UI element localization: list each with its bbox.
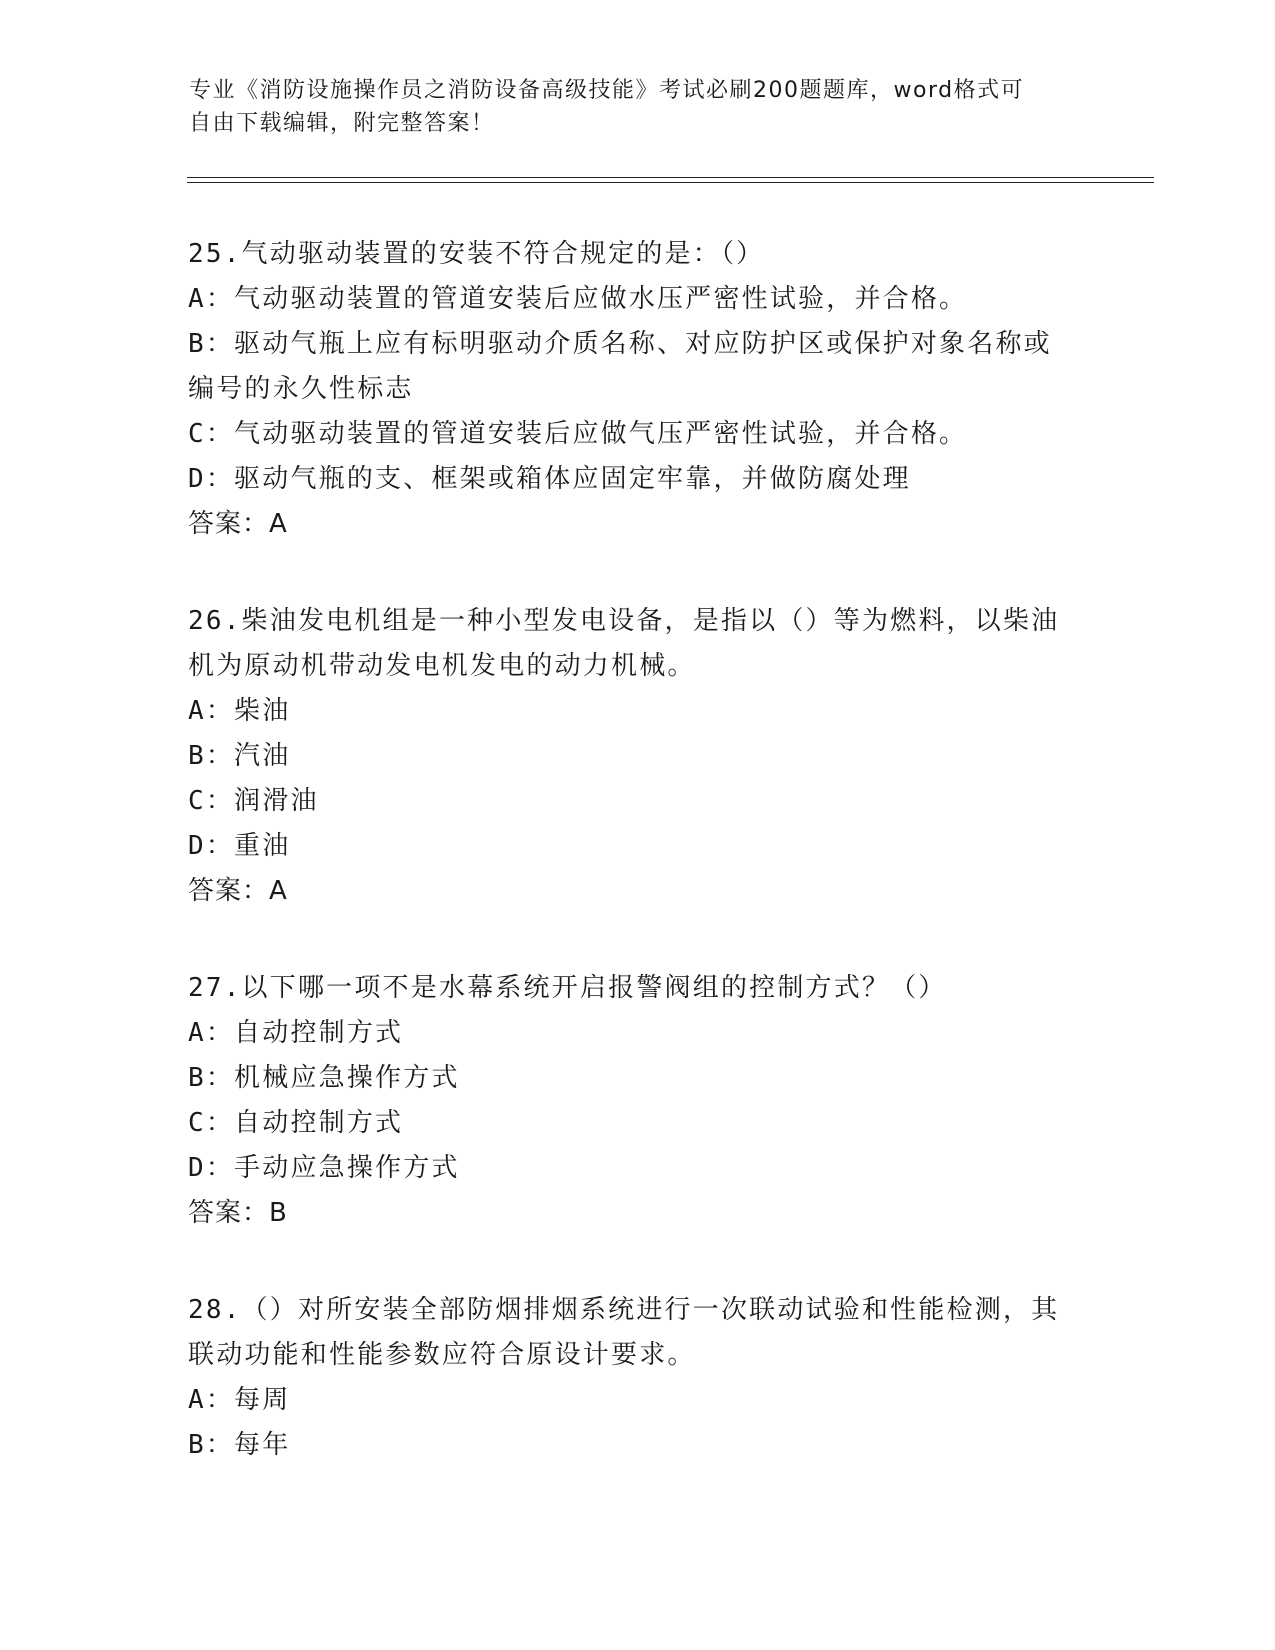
- question-26: [188, 599, 1078, 914]
- option-a: A：气动驱动装置的管道安装后应做水压严密性试验，并合格。: [188, 284, 968, 314]
- option-a: A：每周: [188, 1385, 291, 1415]
- header-intro-line-1: 专业《消防设施操作员之消防设备高级技能》考试必刷200题题库，word格式可: [189, 78, 1025, 103]
- option-b: B：驱动气瓶上应有标明驱动介质名称、对应防护区或保护对象名称或编号的永久性标志: [188, 329, 1052, 404]
- question-list: [188, 232, 1078, 1468]
- answer-line: 答案：A: [188, 509, 288, 539]
- option-d: D：重油: [188, 831, 291, 861]
- option-a: A：自动控制方式: [188, 1018, 404, 1048]
- option-b: B：汽油: [188, 741, 291, 771]
- header-intro-line-2: 自由下载编辑，附完整答案！: [189, 111, 495, 136]
- question-title: 28.（）对所安装全部防烟排烟系统进行一次联动试验和性能检测，其联动功能和性能参数应符合原设计要求。: [188, 1295, 1060, 1370]
- question-title: 27.以下哪一项不是水幕系统开启报警阀组的控制方式？（）: [188, 973, 947, 1003]
- question-28: [188, 1288, 1078, 1468]
- answer-line: 答案：B: [188, 1198, 288, 1228]
- option-c: C：润滑油: [188, 786, 319, 816]
- answer-line: 答案：A: [188, 876, 288, 906]
- option-d: D：驱动气瓶的支、框架或箱体应固定牢靠，并做防腐处理: [188, 464, 911, 494]
- document-header: [189, 74, 1079, 140]
- option-c: C：自动控制方式: [188, 1108, 404, 1138]
- option-c: C：气动驱动装置的管道安装后应做气压严密性试验，并合格。: [188, 419, 968, 449]
- option-b: B：机械应急操作方式: [188, 1063, 460, 1093]
- option-a: A：柴油: [188, 696, 291, 726]
- question-title: 26.柴油发电机组是一种小型发电设备，是指以（）等为燃料，以柴油机为原动机带动发电机发电的动力机械。: [188, 606, 1060, 681]
- question-title: 25.气动驱动装置的安装不符合规定的是：（）: [188, 239, 765, 269]
- question-25: [188, 232, 1078, 547]
- question-27: [188, 966, 1078, 1236]
- header-divider-top: [187, 177, 1154, 178]
- header-divider-bottom: [187, 182, 1154, 183]
- option-b: B：每年: [188, 1430, 291, 1460]
- option-d: D：手动应急操作方式: [188, 1153, 460, 1183]
